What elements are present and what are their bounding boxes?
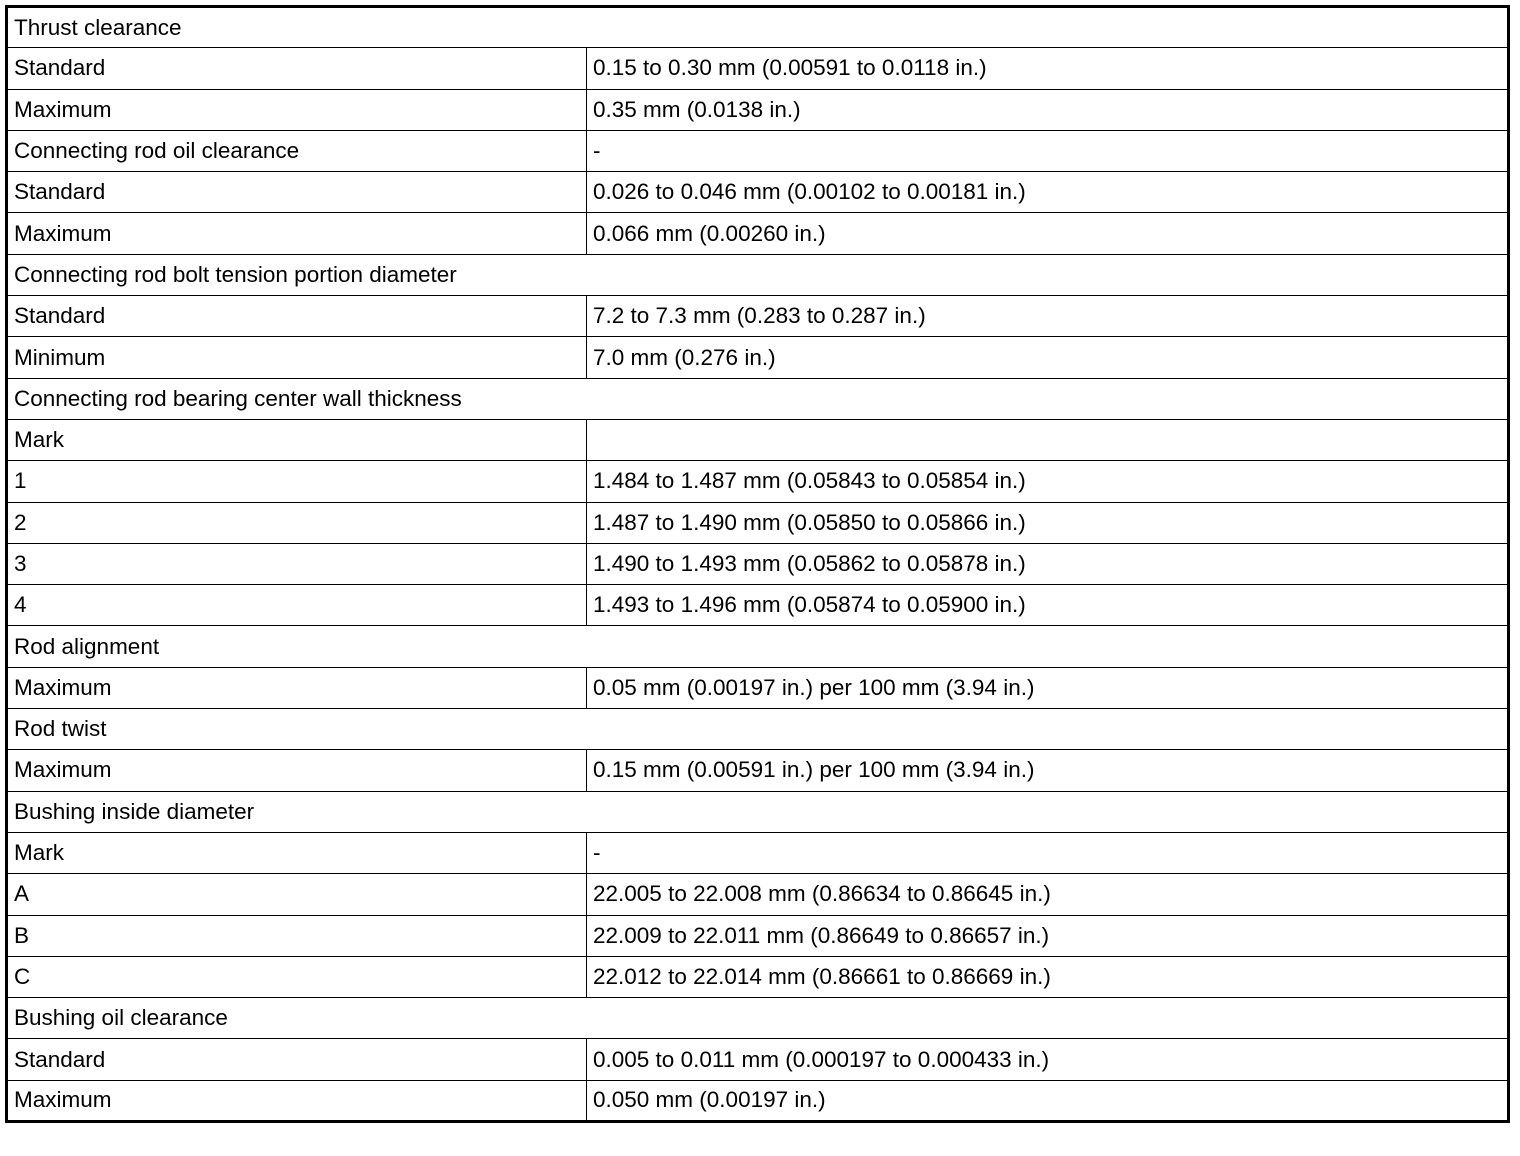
spec-row xyxy=(7,213,1509,254)
spec-row xyxy=(7,89,1509,130)
spec-label: Minimum xyxy=(7,337,587,378)
spec-row xyxy=(7,337,1509,378)
section-heading-row xyxy=(7,998,1509,1039)
spec-row xyxy=(7,750,1509,791)
spec-value: 0.15 mm (0.00591 in.) per 100 mm (3.94 in.) xyxy=(587,750,1509,791)
spec-label: Standard xyxy=(7,172,587,213)
section-heading: Rod twist xyxy=(7,709,1509,750)
spec-row xyxy=(7,419,1509,460)
spec-value: 1.487 to 1.490 mm (0.05850 to 0.05866 in.) xyxy=(587,502,1509,543)
spec-value: 0.050 mm (0.00197 in.) xyxy=(587,1080,1509,1121)
spec-row xyxy=(7,1080,1509,1121)
spec-label: C xyxy=(7,956,587,997)
spec-label: Mark xyxy=(7,419,587,460)
spec-label: Mark xyxy=(7,832,587,873)
spec-value: 0.15 to 0.30 mm (0.00591 to 0.0118 in.) xyxy=(587,48,1509,89)
spec-label: B xyxy=(7,915,587,956)
spec-label: Connecting rod oil clearance xyxy=(7,130,587,171)
spec-value xyxy=(587,419,1509,460)
spec-label: Maximum xyxy=(7,213,587,254)
spec-label: 4 xyxy=(7,585,587,626)
spec-row xyxy=(7,667,1509,708)
spec-value: 22.005 to 22.008 mm (0.86634 to 0.86645 in.) xyxy=(587,874,1509,915)
spec-row xyxy=(7,832,1509,873)
spec-label: 1 xyxy=(7,461,587,502)
spec-label: Maximum xyxy=(7,1080,587,1121)
section-heading: Rod alignment xyxy=(7,626,1509,667)
spec-row xyxy=(7,502,1509,543)
section-heading: Thrust clearance xyxy=(7,7,1509,48)
spec-value: 0.005 to 0.011 mm (0.000197 to 0.000433 in.) xyxy=(587,1039,1509,1080)
spec-value: 7.0 mm (0.276 in.) xyxy=(587,337,1509,378)
spec-value: 1.484 to 1.487 mm (0.05843 to 0.05854 in.) xyxy=(587,461,1509,502)
spec-label: Maximum xyxy=(7,750,587,791)
section-heading: Connecting rod bolt tension portion diameter xyxy=(7,254,1509,295)
section-heading-row xyxy=(7,709,1509,750)
spec-row xyxy=(7,461,1509,502)
spec-label: Standard xyxy=(7,296,587,337)
spec-row xyxy=(7,1039,1509,1080)
section-heading: Connecting rod bearing center wall thickness xyxy=(7,378,1509,419)
spec-row xyxy=(7,543,1509,584)
spec-value: - xyxy=(587,832,1509,873)
spec-value: - xyxy=(587,130,1509,171)
spec-value: 1.493 to 1.496 mm (0.05874 to 0.05900 in.) xyxy=(587,585,1509,626)
spec-value: 7.2 to 7.3 mm (0.283 to 0.287 in.) xyxy=(587,296,1509,337)
spec-row xyxy=(7,874,1509,915)
spec-row xyxy=(7,172,1509,213)
section-heading-row xyxy=(7,7,1509,48)
spec-value: 0.066 mm (0.00260 in.) xyxy=(587,213,1509,254)
spec-value: 0.35 mm (0.0138 in.) xyxy=(587,89,1509,130)
spec-row xyxy=(7,915,1509,956)
spec-label: 2 xyxy=(7,502,587,543)
spec-row xyxy=(7,296,1509,337)
spec-label: Maximum xyxy=(7,89,587,130)
spec-value: 22.012 to 22.014 mm (0.86661 to 0.86669 in.) xyxy=(587,956,1509,997)
spec-row xyxy=(7,956,1509,997)
spec-label: 3 xyxy=(7,543,587,584)
spec-row xyxy=(7,130,1509,171)
section-heading-row xyxy=(7,791,1509,832)
spec-label: Maximum xyxy=(7,667,587,708)
section-heading: Bushing oil clearance xyxy=(7,998,1509,1039)
spec-value: 1.490 to 1.493 mm (0.05862 to 0.05878 in.) xyxy=(587,543,1509,584)
spec-table xyxy=(5,5,1510,1123)
spec-row xyxy=(7,585,1509,626)
spec-table-body xyxy=(7,7,1509,1122)
spec-label: Standard xyxy=(7,1039,587,1080)
spec-row xyxy=(7,48,1509,89)
spec-value: 0.05 mm (0.00197 in.) per 100 mm (3.94 in.) xyxy=(587,667,1509,708)
spec-label: A xyxy=(7,874,587,915)
section-heading-row xyxy=(7,254,1509,295)
section-heading-row xyxy=(7,378,1509,419)
spec-label: Standard xyxy=(7,48,587,89)
spec-value: 0.026 to 0.046 mm (0.00102 to 0.00181 in.) xyxy=(587,172,1509,213)
spec-value: 22.009 to 22.011 mm (0.86649 to 0.86657 in.) xyxy=(587,915,1509,956)
section-heading: Bushing inside diameter xyxy=(7,791,1509,832)
section-heading-row xyxy=(7,626,1509,667)
